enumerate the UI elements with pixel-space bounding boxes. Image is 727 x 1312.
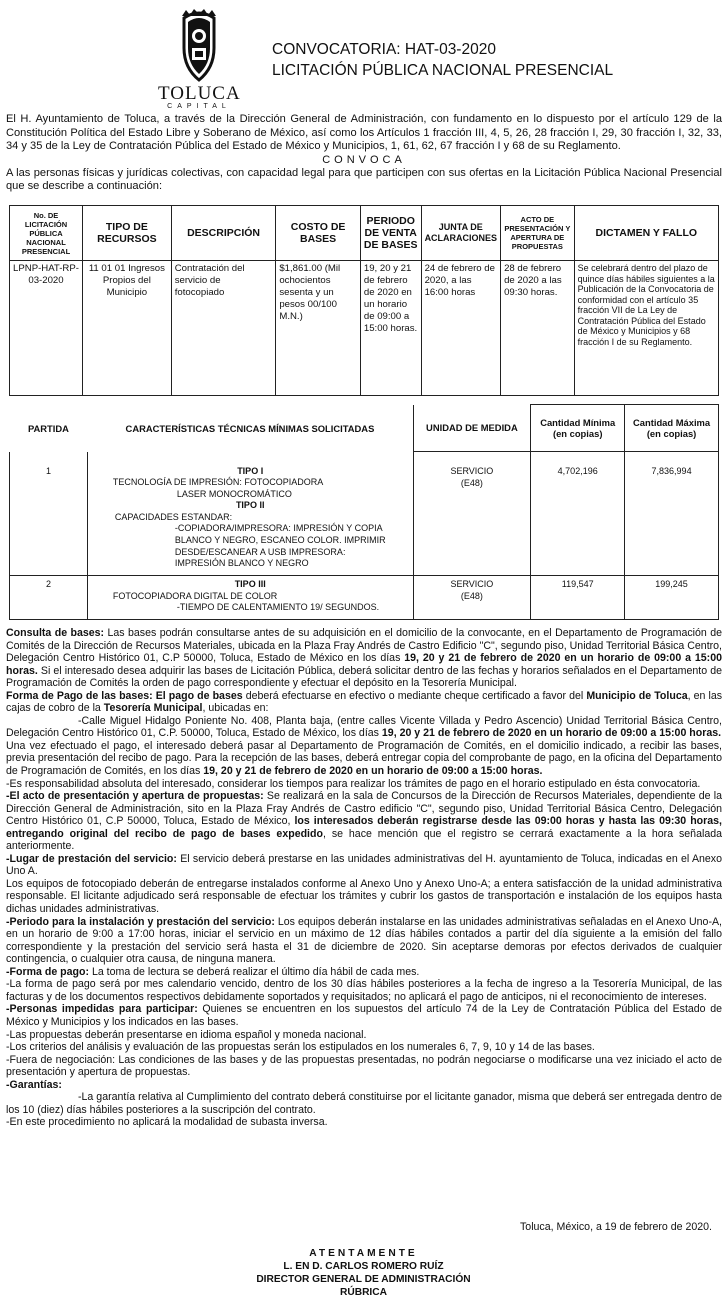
equipos-paragraph: Los equipos de fotocopiado deberán de entregarse instalados conforme al Anexo Uno y Anexo Uno-A; a entera satisfacción de la unidad administrativa responsable. El licitante adjudicado será responsable de efectuar los trámites y cubrir los gastos de transportación e instalación de los equipos hasta dichas unidades administrativas. (6, 877, 722, 916)
responsabilidad-paragraph: -Es responsabilidad absoluta del interesado, considerar los tiempos para realizar los trámites de pago en el horario estipulado en ésta convocatoria. (6, 777, 701, 790)
cell-unidad (413, 576, 531, 620)
forma-pago-bases-paragraph (6, 690, 722, 715)
consulta-dates: 19, 20 y 21 de febrero de 2020 en un horario de 09:00 a 15:00 horas. (6, 652, 722, 677)
cell-unidad (413, 452, 531, 576)
logo-name: TOLUCA (158, 83, 241, 104)
atentamente: ATENTAMENTE (309, 1248, 418, 1259)
subasta-paragraph: -En este procedimiento no aplicará la modalidad de subasta inversa. (6, 1116, 328, 1129)
unidad-code: (E48) (460, 590, 483, 601)
forma-text: deberá efectuarse en efectivo o mediante cheque certificado a favor del (242, 689, 587, 702)
licitacion-table (9, 205, 719, 396)
forma-text-3: , ubicadas en: (202, 702, 269, 715)
table-row (10, 452, 719, 576)
cell-min: 119,547 (531, 576, 625, 620)
bases-body (6, 627, 722, 1129)
consulta-title: Consulta de bases: (6, 627, 105, 639)
calle-text: -Calle Miguel Hidalgo Poniente No. 408, Planta baja, (entre calles Vicente Villada y Pedro Ascencio) Unidad Territorial Básica Centro, Delegación Centro Histórico 01, C.P. 50000, Toluca, Estado de México, los días (6, 714, 722, 740)
table-header-row (10, 206, 719, 261)
acto-text-2: , se hace mención que el registro se cerrará exactamente a la hora señalada anteriormente. (6, 827, 722, 853)
spec-line: CAPACIDADES ESTANDAR: (114, 511, 233, 522)
consulta-paragraph (6, 627, 722, 690)
col-header-junta: JUNTA DE ACLARACIONES (421, 206, 501, 261)
logo-subtitle: CAPITAL (167, 103, 231, 110)
forma-pago-paragraph (6, 966, 722, 979)
una-vez-dates: 19, 20 y 21 de febrero de 2020 en un horario de 09:00 a 15:00 horas. (203, 765, 543, 778)
table-header-row (10, 405, 719, 452)
garantias-heading (6, 1079, 722, 1092)
garantias-paragraph: -La garantía relativa al Cumplimiento del contrato deberá constituirse por el licitante ganador, misma que deberá ser entregada dentro de los 10 (diez) días hábiles posteriores a la suscripción del contrato. (6, 1091, 722, 1116)
acto-title: -El acto de presentación y apertura de propuestas: (6, 790, 264, 803)
convocatoria-title: CONVOCATORIA: HAT-03-2020 (272, 41, 496, 58)
col-header-unidad: UNIDAD DE MEDIDA (413, 405, 531, 452)
una-vez-paragraph (6, 740, 722, 778)
tipo-label: TIPO III (234, 579, 266, 589)
col-header-caracteristicas: CARACTERÍSTICAS TÉCNICAS MÍNIMAS SOLICITADAS (87, 405, 413, 452)
signer-position: DIRECTOR GENERAL DE ADMINISTRACIÓN (256, 1274, 471, 1285)
lugar-text: El servicio deberá prestarse en las unidades administrativas del H. ayuntamiento de Toluca, indicadas en el Anexo Uno A. (6, 852, 722, 878)
cell-dictamen: Se celebrará dentro del plazo de quince días hábiles siguientes a la Publicación de la Convocatoria de conformidad con el artículo 35 fracción VII de La Ley de Contratación Pública del Estado de México y Municipios y 68 fracción I de su Reglamento. (574, 261, 718, 396)
intro-paragraph: El H. Ayuntamiento de Toluca, a través de la Dirección General de Administración, con fundamento en lo dispuesto por el artículo 129 de la Constitución Política del Estado Libre y Soberano de México, así como los Artículos 1 fracción III, 4, 5, 26, 28 fracción I, 29, 30 fracción I, 32, 33, 34 y 35 de la Ley de Contratación Pública del Estado de México y Municipios, 1, 61, 62, 67 fracción I y 68 de su Reglamento. (6, 113, 722, 153)
forma-pago-2-paragraph: -La forma de pago será por mes calendario vencido, dentro de los 30 días hábiles posteriores a la fecha de ingreso a la Tesorería Municipal, de las facturas y de los documentos respectivos debidamente soportados y requisitados; no aplicará el pago de anticipos, ni el reconocimiento de intereses. (6, 978, 722, 1003)
cell-junta: 24 de febrero de 2020, a las 16:00 horas (421, 261, 501, 396)
idioma-paragraph: -Las propuestas deberán presentarse en idioma español y moneda nacional. (6, 1028, 367, 1041)
col-header-partida: PARTIDA (27, 422, 69, 434)
forma-title: Forma de Pago de las bases: El pago de bases (6, 689, 243, 702)
periodo-text: Los equipos deberán instalarse en las unidades administrativas señaladas en el Anexo Uno-A, en un horario de 9:00 a 17:00 horas, iniciar el servicio en un máximo de 12 días hábiles contados a partir del día siguiente a la emisión del fallo correspondiente y la prestación del servicio será hasta el 31 de diciembre de 2020. Sin aceptarse demoras por efectos derivados de cualquier contingencia, o cualquier otra causa, de ninguna manera. (6, 915, 722, 966)
personas-text: Quienes se encuentren en los supuestos del artículo 74 de la Ley de Contratación Pública del Estado de México y Municipios y los indicados en las bases. (6, 1003, 722, 1028)
calle-dates: 19, 20 y 21 de febrero de 2020 en un horario de 09:00 a 15:00 horas. (381, 727, 722, 740)
spec-line: -COPIADORA/IMPRESORA: IMPRESIÓN Y COPIA (174, 523, 383, 534)
col-header-tipo: TIPO DE RECURSOS (83, 206, 172, 261)
signature-block (0, 1247, 727, 1299)
col-header-numero: No. DE LICITACIÓN PÚBLICA NACIONAL PRESENCIAL (10, 206, 83, 261)
periodo-title: -Periodo para la instalación y prestación del servicio: (6, 915, 275, 928)
spec-line: IMPRESIÓN BLANCO Y NEGRO (174, 558, 309, 569)
unidad-value: SERVICIO (450, 579, 494, 589)
col-header-dictamen: DICTAMEN Y FALLO (574, 206, 718, 261)
place-date: Toluca, México, a 19 de febrero de 2020. (520, 1221, 712, 1233)
periodo-paragraph (6, 916, 722, 966)
consulta-text: Las bases podrán consultarse antes de su adquisición en el domicilio de la convocante, en el Departamento de Programación de Comités de la Dirección de Recursos Materiales, ubicada en la Plaza Fray Andrés de Castro Edificio "C", segundo piso, Unidad Territorial Básica Centro, Delegación Centro Histórico 01, C.P 50000, Toluca, Estado de México en los días (6, 627, 722, 665)
criterios-paragraph: -Los criterios del análisis y evaluación de las propuestas serán los estipulados en los numerales 6, 7, 9, 10 y 14 de las bases. (6, 1041, 595, 1054)
toluca-logo (158, 8, 241, 110)
table-row (10, 261, 719, 396)
garantias-title: -Garantías: (6, 1078, 62, 1091)
col-header-acto: ACTO DE PRESENTACIÓN Y APERTURA DE PROPUESTAS (501, 206, 575, 261)
cell-periodo: 19, 20 y 21 de febrero de 2020 en un horario de 09:00 a 15:00 horas. (360, 261, 421, 396)
cell-caracteristicas (87, 576, 413, 620)
cell-max: 7,836,994 (625, 452, 719, 576)
table-row (10, 576, 719, 620)
calle-paragraph (6, 715, 722, 740)
forma-tesoreria: Tesorería Municipal (103, 702, 203, 715)
intro-paragraph-2: A las personas físicas y jurídicas colectivas, con capacidad legal para que participen con sus ofertas en la Licitación Pública Nacional Presencial que se describe a continuación: (6, 166, 722, 193)
unidad-code: (E48) (460, 477, 483, 488)
col-header-costo: COSTO DE BASES (276, 206, 361, 261)
convoca-heading: CONVOCA (322, 153, 406, 166)
cell-acto: 28 de febrero de 2020 a las 09:30 horas. (501, 261, 575, 396)
signer-name: L. EN D. CARLOS ROMERO RUÍZ (283, 1261, 444, 1272)
cell-partida: 1 (10, 452, 88, 576)
consulta-text-2: Si el interesado desea adquirir las bases de Licitación Pública, deberá solicitar dentro de las fechas y horarios señalados en el Departamento de Programación de Comités la orden de pago correspondiente y efectuar el depósito en la Tesorería Municipal. (6, 664, 722, 690)
intro (6, 113, 722, 194)
col-header-periodo: PERIODO DE VENTA DE BASES (360, 206, 421, 261)
spec-line: -TIEMPO DE CALENTAMIENTO 19/ SEGUNDOS. (176, 602, 380, 613)
cell-caracteristicas (87, 452, 413, 576)
col-header-max: Cantidad Máxima (en copias) (625, 405, 719, 452)
forma-text-2: , en las cajas de cobro de la (6, 689, 723, 715)
spec-line: FOTOCOPIADORA DIGITAL DE COLOR (112, 590, 278, 601)
lugar-title: -Lugar de prestación del servicio: (6, 852, 177, 865)
cell-costo: $1,861.00 (Mil ochocientos sesenta y un pesos 00/100 M.N.) (276, 261, 361, 396)
acto-text: Se realizará en la sala de Concursos de la Dirección de Recursos Materiales, dependiente de la Dirección General de Administración, sito en la Plaza Fray Andrés de Castro edificio "C", segundo piso, Unidad Territorial Básica Centro, Delegación Centro Histórico 01, C.P 50000, Toluca, Estado de México, (6, 790, 723, 828)
cell-min: 4,702,196 (531, 452, 625, 576)
coat-of-arms-icon (178, 8, 220, 82)
header (0, 0, 727, 108)
una-vez-text: Una vez efectuado el pago, el interesado deberá pasar al Departamento de Programación de Comités, en el domicilio indicado, a recibir las bases, previa presentación del recibo de pago. Para la recepción de las bases, deberá entregar copia del comprobante de pago, en la oficina del Departamento de Programación de Comités, en los días (6, 739, 722, 778)
cell-tipo: 11 01 01 Ingresos Propios del Municipio (83, 261, 172, 396)
lugar-paragraph (6, 853, 722, 878)
cell-max: 199,245 (625, 576, 719, 620)
spec-line: TECNOLOGÍA DE IMPRESIÓN: FOTOCOPIADORA (112, 477, 324, 488)
caracteristicas-table (9, 404, 719, 620)
tipo-label: TIPO II (235, 500, 265, 511)
forma-pago-text: La toma de lectura se deberá realizar el último día hábil de cada mes. (89, 965, 420, 978)
personas-title: -Personas impedidas para participar: (6, 1003, 198, 1016)
licitacion-title: LICITACIÓN PÚBLICA NACIONAL PRESENCIAL (272, 62, 614, 79)
acto-paragraph (6, 790, 722, 853)
forma-municipio: Municipio de Toluca (586, 689, 688, 702)
spec-line: LASER MONOCROMÁTICO (176, 488, 292, 499)
cell-partida: 2 (10, 576, 88, 620)
unidad-value: SERVICIO (450, 466, 494, 476)
spec-line: DESDE/ESCANEAR A USB IMPRESORA: (174, 546, 346, 557)
personas-paragraph (6, 1003, 722, 1028)
col-header-min: Cantidad Mínima (en copias) (531, 405, 625, 452)
cell-descripcion: Contratación del servicio de fotocopiado (171, 261, 276, 396)
col-header-descripcion: DESCRIPCIÓN (171, 206, 276, 261)
acto-registro: los interesados deberán registrarse desde las 09:00 horas y hasta las 09:30 horas, entregando original del recibo de pago de bases expedido (6, 815, 722, 840)
tipo-label: TIPO I (237, 465, 264, 476)
spec-line: BLANCO Y NEGRO, ESCANEO COLOR. IMPRIMIR (174, 535, 386, 546)
cell-numero: LPNP-HAT-RP-03-2020 (10, 261, 83, 396)
rubrica: RÚBRICA (340, 1287, 387, 1298)
fuera-paragraph: -Fuera de negociación: Las condiciones de las bases y de las propuestas presentadas, no podrán negociarse o modificarse una vez iniciado el acto de presentación y apertura de propuestas. (6, 1053, 722, 1079)
forma-pago-title: -Forma de pago: (6, 965, 89, 978)
